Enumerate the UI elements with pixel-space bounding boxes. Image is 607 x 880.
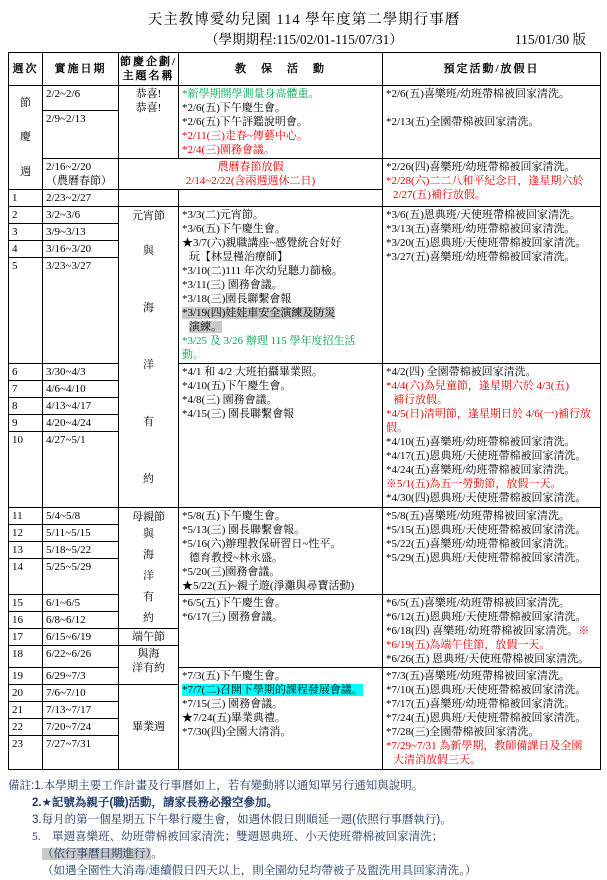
calendar-row — [9, 668, 601, 685]
date-range-cell — [43, 508, 119, 525]
text-line: *4/4(六)為兒童節，逢星期六於 4/3(五) — [386, 380, 570, 392]
text-line: *4/10(五)喜樂班/幼班帶棉被回家清洗。 — [386, 436, 576, 448]
text-line: *7/29~7/31 為新學期，教師備課日及全園 — [386, 740, 583, 752]
text-line: *7/3(五)喜樂班/幼班帶棉被回家清洗。 — [386, 670, 570, 682]
text-line — [122, 191, 175, 205]
text-line — [386, 101, 597, 115]
text-line: 20 — [12, 687, 23, 699]
text-line: *3/18(三)園長聯繫會報 — [182, 293, 292, 305]
text-line: *3/20(五)恩典班/天使班帶棉被回家清洗。 — [386, 237, 587, 249]
text-line: *4/8(三) 園務會議。 — [182, 394, 278, 406]
date-range-cell — [43, 415, 119, 432]
calendar-row — [9, 595, 601, 612]
text-line: 7/20~7/24 — [46, 721, 92, 733]
week-number-cell — [9, 508, 43, 525]
calendar-table-header — [9, 53, 601, 86]
text-line: 3/30~4/3 — [46, 366, 86, 378]
date-range-cell — [43, 595, 119, 612]
text-line: *2/6(五)下午慶生會。 — [182, 102, 286, 114]
activities-cell — [179, 508, 383, 595]
text-line: 2/2~2/6 — [46, 88, 81, 100]
text-line: ★7/24(五)畢業典禮。 — [182, 712, 286, 724]
activities-cell — [179, 595, 383, 668]
text-line: *2/4(三)園務會議。 — [182, 144, 275, 156]
text-line: *2/13(五)全園帶棉被回家清洗。 — [386, 116, 540, 128]
text-line: 21 — [12, 704, 23, 716]
calendar-row — [9, 364, 601, 381]
text-line: *6/17(三) 園務會議。 — [182, 611, 284, 623]
week-number-cell — [9, 612, 43, 629]
text-line: *4/24(五)喜樂班/幼班帶棉被回家清洗。 — [386, 464, 576, 476]
text-line: *2/11(三)走春~傳藝中心。 — [182, 130, 308, 142]
week-number-cell — [9, 258, 43, 364]
text-line: 13 — [12, 544, 23, 556]
week-number-cell — [9, 207, 43, 224]
date-range-cell — [43, 646, 119, 668]
text-line: 6/29~7/3 — [46, 670, 86, 682]
text-line: 3/23~3/27 — [46, 260, 92, 272]
date-range-cell — [43, 258, 119, 364]
date-range-cell — [43, 719, 119, 736]
text-line: *7/3(五)下午慶生會。 — [182, 670, 286, 682]
text-line: 2/27(五)補行放假。 — [393, 189, 486, 201]
text-line: *7/7(二)召開下學期的課程發展會議。 — [182, 684, 363, 696]
text-line: *3/6(五)恩典班/天使班帶棉被回家清洗。 — [386, 209, 581, 221]
text-line: 17 — [12, 631, 23, 643]
week-number-cell — [9, 525, 43, 542]
text-line: 1 — [12, 192, 18, 204]
week-number-cell — [9, 736, 43, 770]
text-line: 7 — [12, 383, 18, 395]
theme-char: 與 — [143, 528, 154, 541]
text-line: 2/16~2/20 — [46, 161, 92, 173]
activities-cell — [179, 364, 383, 508]
text-line: 4 — [12, 243, 18, 255]
calendar-row — [9, 86, 601, 111]
text-line: 4/13~4/17 — [46, 400, 92, 412]
date-range-cell — [43, 111, 119, 159]
text-line: 5 — [12, 260, 18, 272]
week-number-cell — [9, 381, 43, 398]
subtitle-row — [8, 30, 600, 50]
text-line: *5/20(三)園務會議。 — [182, 566, 281, 578]
date-range-cell — [43, 668, 119, 685]
text-line: 9 — [12, 417, 18, 429]
text-line: 德育教授~林永盛。 — [189, 552, 283, 564]
holiday-cell — [383, 508, 601, 595]
text-line: *3/19(四)娃娃車安全演練及防災 — [182, 307, 336, 319]
text-line: 2/9~2/13 — [46, 113, 86, 126]
activities-cell — [179, 86, 383, 159]
text-line: *3/11(三) 園務會議。 — [182, 279, 283, 291]
theme-cell — [119, 86, 179, 159]
date-range-cell — [43, 381, 119, 398]
text-line: *7/15(三) 園務會議。 — [182, 698, 284, 710]
text-line: 11 — [12, 510, 23, 522]
text-line: 10 — [12, 434, 23, 446]
date-range-cell — [43, 525, 119, 542]
text-line: 5/4~5/8 — [46, 510, 81, 522]
date-range-cell — [43, 364, 119, 381]
text-line: ★3/7(六)親職講座~感覺統合好好 — [182, 237, 342, 249]
text-line: 假。 — [386, 422, 408, 434]
week-number-cell — [9, 668, 43, 685]
text-line: 15 — [12, 597, 23, 609]
text-line: *4/10(五)下午慶生會。 — [182, 380, 292, 392]
text-line: *7/24(五)恩典班/天使班帶棉被回家清洗。 — [386, 712, 587, 724]
note-line: 2.★記號為親子(職)活動，請家長務必撥空參加。 — [32, 797, 279, 809]
text-line: ★5/22(五)~親子遊(淨灘與尋寶活動) — [182, 580, 355, 592]
column-header: 預定活動/放假日 — [383, 53, 601, 86]
text-line: *7/10(五)恩典班/天使班帶棉被回家清洗。 — [386, 684, 587, 696]
calendar-table — [8, 52, 601, 770]
text-line: 大清消放假三天。 — [393, 754, 481, 766]
text-line: 6/15~6/19 — [46, 631, 92, 643]
text-line: *6/18(四) 喜樂班/幼班帶棉被回家清洗。※ — [386, 625, 590, 637]
week-number-cell — [9, 190, 43, 207]
text-line: *4/1 和 4/2 大班拍攝畢業照。 — [182, 366, 323, 378]
text-line: 6/8~6/12 — [46, 614, 86, 626]
text-line: *3/25 及 3/26 辦理 115 學年度招生活 — [182, 335, 356, 347]
date-range-cell — [43, 736, 119, 770]
text-line: 端午節 — [132, 631, 165, 643]
text-line: 4/6~4/10 — [46, 383, 86, 395]
text-line: 6/1~6/5 — [46, 597, 81, 609]
theme-char: 有 — [143, 590, 154, 603]
note-line: 5. 單週喜樂班、幼班帶棉被回家清洗；雙週恩典班、小天使班帶棉被回家清洗； — [32, 831, 444, 843]
text-line: 4/27~5/1 — [46, 434, 86, 446]
week-number-cell — [9, 415, 43, 432]
text-line: 2 — [12, 209, 18, 221]
holiday-cell — [383, 207, 601, 364]
text-line: 農曆春節放假 — [217, 161, 284, 173]
text-line: 玩【林昱槿治療師】 — [189, 251, 288, 263]
week-number-cell — [9, 719, 43, 736]
week-number-cell — [9, 224, 43, 241]
text-line: *5/13(三) 園長聯繫會報。 — [182, 524, 306, 536]
holiday-cell — [383, 364, 601, 508]
version-label: 115/01/30 版 — [514, 32, 586, 47]
date-range-cell — [43, 398, 119, 415]
date-range-cell — [43, 224, 119, 241]
text-line: *2/6(五)喜樂班/幼班帶棉被回家清洗。 — [386, 88, 570, 100]
date-range-cell — [43, 542, 119, 559]
text-line: *3/6(五)下午慶生會。 — [182, 223, 286, 235]
text-line: 7/6~7/10 — [46, 687, 86, 699]
note-line: 備註:1.本學期主要工作計畫及行事曆如上，若有變動將以通知單另行通知與說明。 — [8, 780, 424, 792]
date-range-cell — [43, 86, 119, 111]
week-number-cell — [9, 646, 43, 668]
text-line: *4/5(日)清明節，逢星期日於 4/6(一)補行放 — [386, 408, 592, 420]
text-line: *6/12(五)恩典班/天使班帶棉被回家清洗。 — [386, 611, 587, 623]
text-line: 6/22~6/26 — [46, 648, 92, 660]
theme-cell — [119, 508, 179, 629]
text-line: 5/18~5/22 — [46, 544, 92, 556]
text-line: 4/20~4/24 — [46, 417, 92, 429]
theme-cell — [119, 685, 179, 770]
note-line: 3.每月的第一個星期五下午舉行慶生會，如遇休假日則順延一週(依照行事曆執行)。 — [32, 814, 452, 826]
text-line: *6/5(五)喜樂班/幼班帶棉被回家清洗。 — [386, 597, 570, 609]
week-label-cell — [9, 86, 43, 190]
text-line: *6/26(五) 恩典班/天使班帶棉被回家清洗。 — [386, 653, 590, 665]
text-line: *6/19(五)為端午佳節，放假一天。 — [386, 639, 551, 651]
text-line: *4/17(五)恩典班/天使班帶棉被回家清洗。 — [386, 450, 587, 462]
calendar-row — [9, 207, 601, 224]
week-number-cell — [9, 432, 43, 508]
theme-cell — [119, 207, 179, 508]
week-number-cell — [9, 702, 43, 719]
theme-char: 海 — [143, 549, 154, 562]
text-line: 18 — [12, 648, 23, 660]
text-line: 洋有約 — [132, 662, 165, 674]
date-range-cell — [43, 207, 119, 224]
text-line: *5/8(五)喜樂班/幼班帶棉被回家清洗。 — [386, 510, 570, 522]
text-line — [182, 191, 379, 205]
text-line: *3/27(五)喜樂班/幼班帶棉被回家清洗。 — [386, 251, 576, 263]
text-line: 動。 — [182, 349, 204, 361]
text-line: 6 — [12, 366, 18, 378]
date-range-cell — [43, 159, 119, 190]
text-line: 5/25~5/29 — [46, 561, 92, 573]
activities-cell — [179, 668, 383, 770]
week-number-cell — [9, 542, 43, 559]
text-line: *7/28(三)全園帶棉被回家清洗。 — [386, 726, 540, 738]
text-line: 5/11~5/15 — [46, 527, 91, 539]
theme-char: 有 — [143, 415, 154, 428]
theme-char: 約 — [143, 472, 154, 485]
text-line: *3/10(二)111 年次幼兒聽力篩檢。 — [182, 265, 343, 277]
text-line: *4/15(三) 園長聯繫會報 — [182, 408, 295, 420]
date-range-cell — [43, 559, 119, 595]
title-block — [8, 10, 600, 50]
holiday-cell — [383, 86, 601, 159]
theme-char: 海 — [143, 302, 154, 315]
text-line: 23 — [12, 738, 23, 750]
page-title: 天主教博愛幼兒園 114 學年度第二學期行事曆 — [147, 12, 461, 28]
theme-char: 洋 — [143, 358, 154, 371]
theme-cell — [119, 190, 179, 207]
text-line: 3/16~3/20 — [46, 243, 92, 255]
text-line: *2/26(四)喜樂班/幼班帶棉被回家清洗。 — [386, 161, 576, 173]
holiday-cell — [383, 668, 601, 770]
text-line: 演練。 — [189, 321, 222, 333]
semester-range: （學期期程:115/02/01-115/07/31） — [205, 32, 403, 47]
text-line: *5/15(五)恩典班/天使班帶棉被回家清洗。 — [386, 524, 587, 536]
theme-char: 慶 — [20, 131, 31, 144]
week-number-cell — [9, 595, 43, 612]
text-line: *3/13(五)喜樂班/幼班帶棉被回家清洗。 — [386, 223, 576, 235]
theme-char: 洋 — [143, 569, 154, 582]
text-line: 3/9~3/13 — [46, 226, 86, 238]
date-range-cell — [43, 685, 119, 702]
week-number-cell — [9, 685, 43, 702]
theme-cell — [119, 646, 179, 685]
text-line: 畢業週 — [132, 721, 165, 733]
date-range-cell — [43, 190, 119, 207]
activities-cell — [179, 190, 383, 207]
text-line: ※5/1(五)為五一勞動節，放假一天。 — [386, 478, 562, 490]
text-line: 恭喜! — [135, 88, 162, 100]
text-line: （農曆春節） — [46, 175, 112, 187]
calendar-row — [9, 159, 601, 190]
theme-char: 節 — [20, 97, 31, 110]
text-line: *5/29(五)恩典班/天使班帶棉被回家清洗。 — [386, 552, 587, 564]
theme-char: 約 — [143, 611, 154, 624]
holiday-cell — [383, 595, 601, 668]
theme-char: 與 — [143, 245, 154, 258]
date-range-cell — [43, 702, 119, 719]
text-line: *4/2(四) 全園帶棉被回家清洗。 — [386, 366, 537, 378]
text-line: 3/2~3/6 — [46, 209, 81, 221]
text-line: *新學期開學測量身高體重。 — [182, 88, 320, 100]
note-line: （如遇全園性大消毒/連續假日四天以上，則全園幼兒均帶被子及盥洗用具回家清洗。） — [42, 865, 477, 877]
calendar-table-body — [9, 86, 601, 770]
text-line: *2/6(五)下午評鑑說明會。 — [182, 116, 308, 128]
text-line: *4/30(四)恩典班/天使班帶棉被回家清洗。 — [386, 492, 587, 504]
text-line: *5/16(六)辦理教保研習日~性平。 — [182, 538, 342, 550]
text-line: 3 — [12, 226, 18, 238]
text-line: *5/22(五)喜樂班/幼班帶棉被回家清洗。 — [386, 538, 576, 550]
text-line: 2/23~2/27 — [46, 192, 92, 204]
text-line: *6/5(五)下午慶生會。 — [182, 597, 286, 609]
text-line: 19 — [12, 670, 23, 682]
theme-label: 元宵節 — [132, 210, 165, 222]
date-range-cell — [43, 629, 119, 646]
text-line: 22 — [12, 721, 23, 733]
text-line: 2/14~2/22(含兩週週休二日) — [185, 175, 316, 187]
text-line: 16 — [12, 614, 23, 626]
text-line: 與海 — [137, 648, 160, 660]
column-header: 教 保 活 動 — [179, 53, 383, 86]
theme-label: 母親節 — [132, 511, 165, 523]
text-line: 8 — [12, 400, 18, 412]
activities-cell — [179, 207, 383, 364]
text-line: *7/30(四)全園大清消。 — [182, 726, 292, 738]
calendar-row — [9, 508, 601, 525]
text-line: *2/28(六)二二八和平紀念日，逢星期六於 — [386, 175, 584, 187]
text-line: 12 — [12, 527, 23, 539]
theme-char: 週 — [20, 165, 31, 178]
column-header: 節慶企劃/ 主題名稱 — [119, 53, 179, 86]
week-number-cell — [9, 364, 43, 381]
text-line: *7/17(五)喜樂班/幼班帶棉被回家清洗。 — [386, 698, 576, 710]
column-header: 週次 — [9, 53, 43, 86]
text-line: 恭喜! — [135, 102, 162, 114]
text-line: 7/27~7/31 — [46, 738, 92, 750]
week-number-cell — [9, 629, 43, 646]
week-number-cell — [9, 241, 43, 258]
week-number-cell — [9, 559, 43, 595]
note-line: （依行事曆日期進行）。 — [42, 848, 163, 860]
date-range-cell — [43, 241, 119, 258]
date-range-cell — [43, 612, 119, 629]
text-line: 14 — [12, 561, 23, 573]
column-header: 實施日期 — [43, 53, 119, 86]
text-line: *5/8(五)下午慶生會。 — [182, 510, 286, 522]
text-line: 補行放假。 — [393, 394, 448, 406]
date-range-cell — [43, 432, 119, 508]
holiday-banner-cell — [119, 159, 383, 190]
theme-cell — [119, 629, 179, 646]
week-number-cell — [9, 398, 43, 415]
text-line: 7/13~7/17 — [46, 704, 92, 716]
notes — [8, 778, 600, 880]
text-line: *3/3(二)元宵節。 — [182, 209, 264, 221]
holiday-cell — [383, 159, 601, 207]
